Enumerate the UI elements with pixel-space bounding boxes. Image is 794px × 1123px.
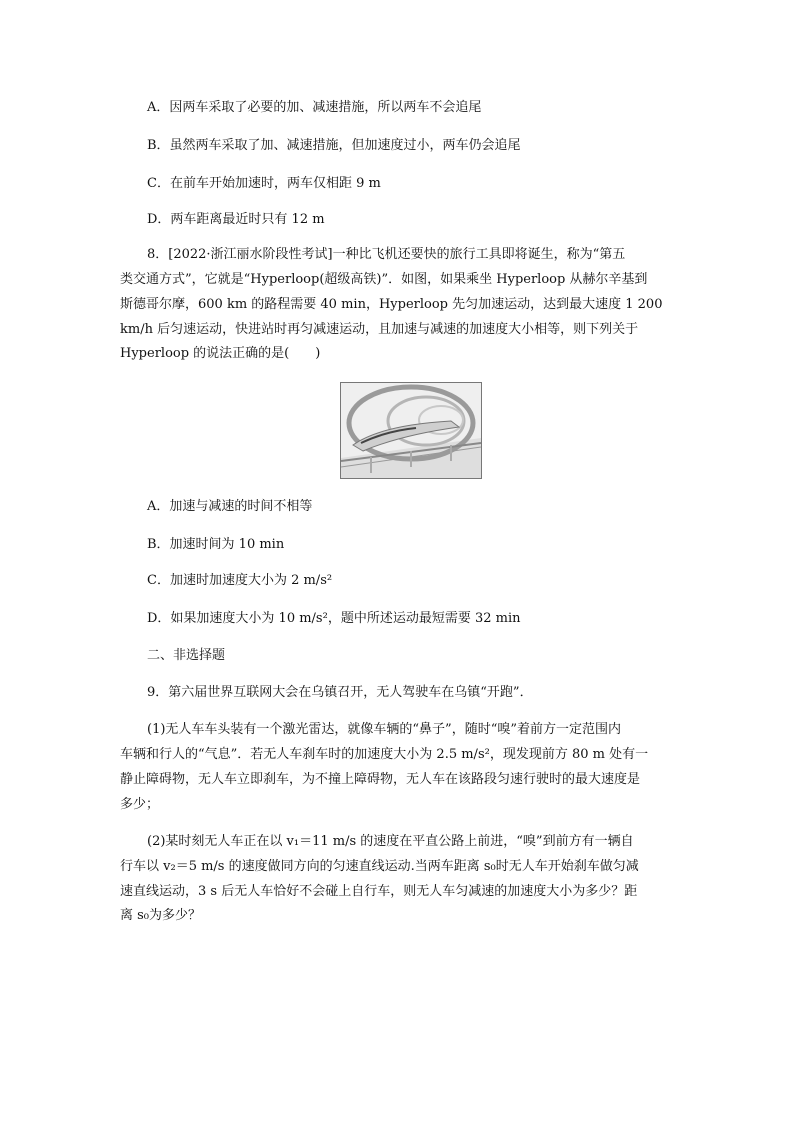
q7-option-b: B．虽然两车采取了加、减速措施，但加速度过小，两车仍会追尾 <box>147 138 521 153</box>
q9-part2-line-4: 离 s₀为多少？ <box>120 908 202 923</box>
q9-part1-line-1: (1)无人车车头装有一个激光雷达，就像车辆的“鼻子”，随时“嗅”着前方一定范围内 <box>147 722 621 737</box>
hyperloop-illustration <box>341 383 481 478</box>
q9-part1-line-2: 车辆和行人的“气息”．若无人车刹车时的加速度大小为 2.5 m/s²，现发现前方 80 m 处有一 <box>120 747 649 762</box>
q9-part2-line-2: 行车以 v₂＝5 m/s 的速度做同方向的匀速直线运动.当两车距离 s₀时无人车开始刹车做匀减 <box>120 859 639 874</box>
section-title: 二、非选择题 <box>147 648 226 663</box>
q9-part1-line-4: 多少； <box>120 797 160 812</box>
hyperloop-figure <box>340 382 482 479</box>
q7-option-c: C．在前车开始加速时，两车仅相距 9 m <box>147 176 381 191</box>
q8-stem-line-4: km/h 后匀速运动，快进站时再匀减速运动，且加速与减速的加速度大小相等，则下列关于 <box>120 322 639 337</box>
q9-part2-line-3: 速直线运动，3 s 后无人车恰好不会碰上自行车，则无人车匀减速的加速度大小为多少？距 <box>120 884 638 899</box>
q8-stem-line-1: 8．[2022·浙江丽水阶段性考试]一种比飞机还要快的旅行工具即将诞生，称为“第五 <box>147 247 626 262</box>
q7-option-a: A．因两车采取了必要的加、减速措施，所以两车不会追尾 <box>147 100 482 115</box>
q8-option-d: D．如果加速度大小为 10 m/s²，题中所述运动最短需要 32 min <box>147 611 521 626</box>
q9-part1-line-3: 静止障碍物，无人车立即刹车，为不撞上障碍物，无人车在该路段匀速行驶时的最大速度是 <box>120 772 641 787</box>
q8-option-b: B．加速时间为 10 min <box>147 537 285 552</box>
q9-part2-line-1: (2)某时刻无人车正在以 v₁＝11 m/s 的速度在平直公路上前进，“嗅”到前方有一辆自 <box>147 834 634 849</box>
q8-stem-line-2: 类交通方式”，它就是“Hyperloop(超级高铁)”．如图，如果乘坐 Hyperloop 从赫尔辛基到 <box>120 272 648 287</box>
q8-stem-line-5: Hyperloop 的说法正确的是( ) <box>120 346 321 361</box>
q9-intro: 9．第六届世界互联网大会在乌镇召开，无人驾驶车在乌镇“开跑”． <box>147 685 533 700</box>
q8-option-a: A．加速与减速的时间不相等 <box>147 499 313 514</box>
q8-stem-line-3: 斯德哥尔摩，600 km 的路程需要 40 min，Hyperloop 先匀加速运动，达到最大速度 1 200 <box>120 297 663 312</box>
q8-option-c: C．加速时加速度大小为 2 m/s² <box>147 573 333 588</box>
q7-option-d: D．两车距离最近时只有 12 m <box>147 212 325 227</box>
